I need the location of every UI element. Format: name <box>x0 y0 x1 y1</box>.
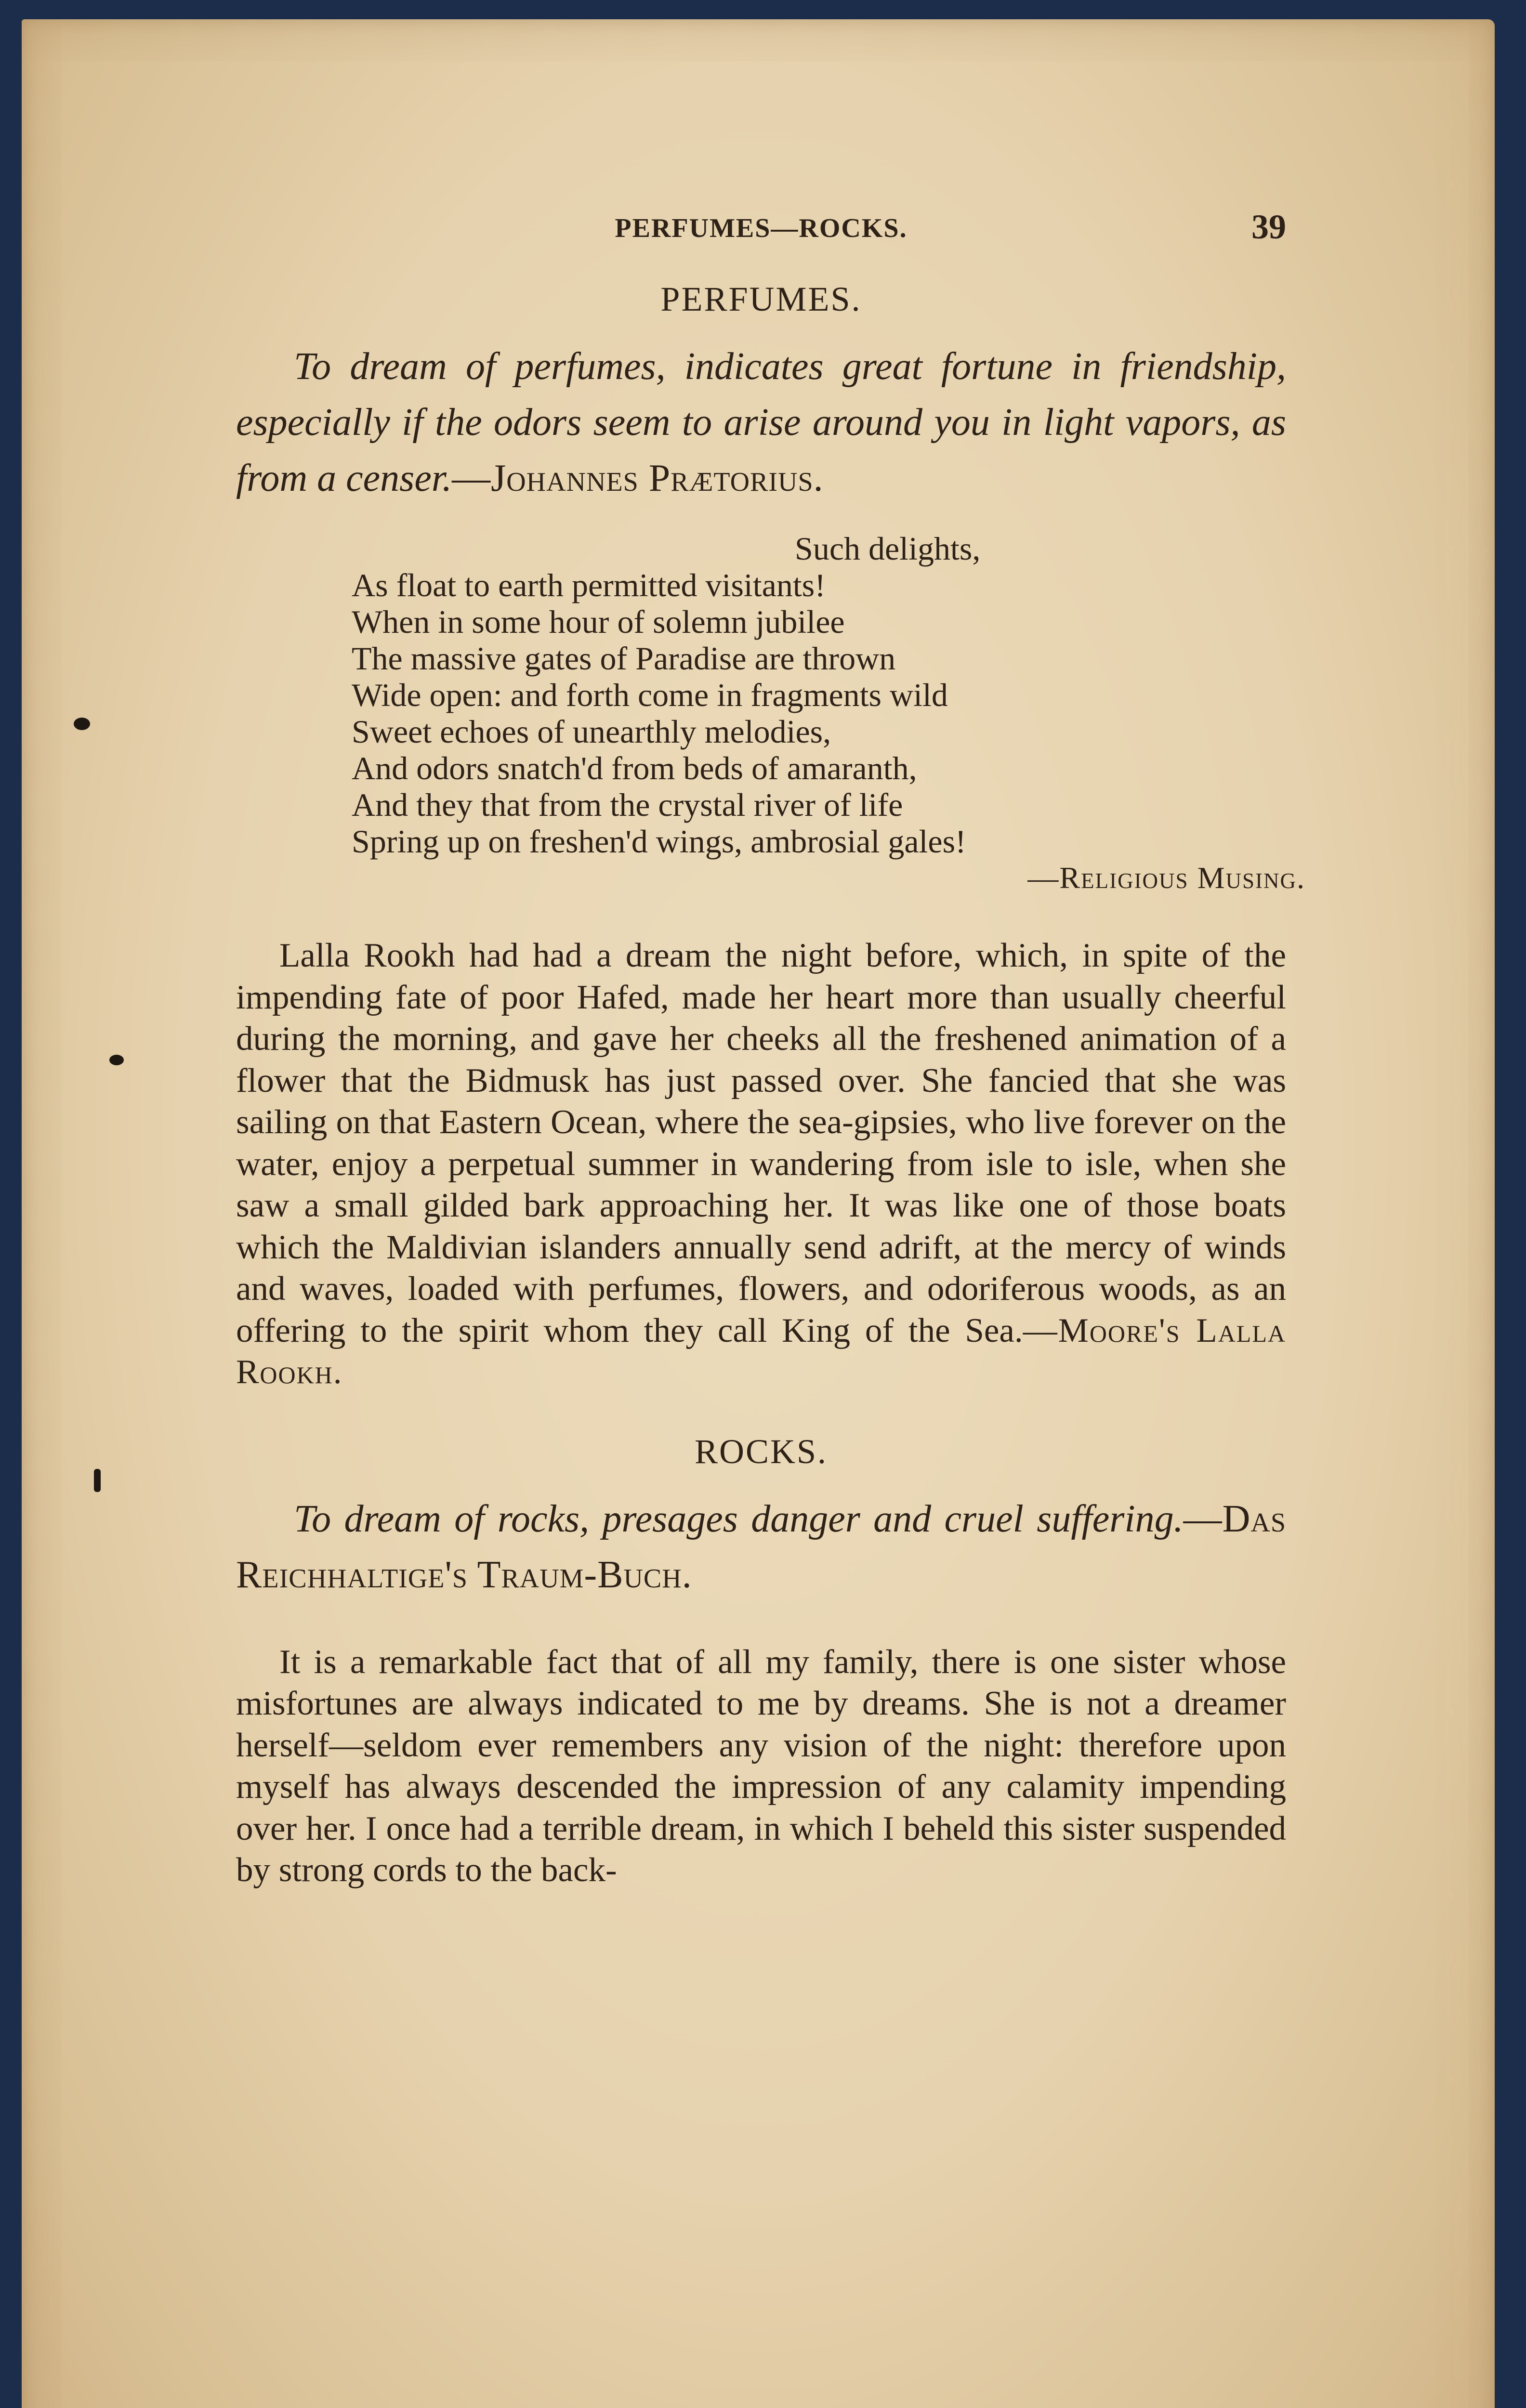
verse-line: When in some hour of solemn jubilee <box>352 603 845 640</box>
page-content <box>236 202 1305 1891</box>
verse-line: And they that from the crystal river of life <box>352 786 903 823</box>
rocks-paragraph: It is a remarkable fact that of all my family, there is one sister whose misfortunes are always indicated to me by dreams. She is not a dreamer herself—seldom ever remembers any vision of the night: therefore upon myself has always descended the impression of any calamity impending over her. I once had a terrible dream, in which I beheld this sister suspended by strong cords to the back- <box>236 1643 1286 1889</box>
rocks-epigraph <box>236 1491 1286 1603</box>
verse-line: The massive gates of Paradise are thrown <box>352 640 896 677</box>
verse-line: And odors snatch'd from beds of amaranth, <box>352 750 917 786</box>
rocks-epigraph-attribution: —Das Reichhaltige's Traum-Buch. <box>236 1497 1286 1596</box>
page-number: 39 <box>1251 208 1286 246</box>
perfumes-paragraph-attribution: —Moore's Lalla Rookh. <box>236 1311 1286 1391</box>
verse-line: Sweet echoes of unearthly melodies, <box>352 713 831 750</box>
ink-mark <box>94 1469 101 1492</box>
verse-line: Wide open: and forth come in fragments wild <box>352 677 948 713</box>
perfumes-paragraph-text: Lalla Rookh had had a dream the night before, which, in spite of the impending fate of poor Hafed, made her heart more than usually cheerful during the morning, and gave her cheeks all the freshened animation of a flower that the Bidmusk has just passed over. She fancied that she was sailing on that Eastern Ocean, where the sea-gipsies, who live forever on the water, enjoy a perpetual summer in wandering from isle to isle, when she saw a small gilded bark approaching her. It was like one of those boats which the Maldivian islanders annually send adrift, at the mercy of winds and waves, loaded with perfumes, flowers, and odoriferous woods, as an offering to the spirit whom they call King of the Sea. <box>236 937 1286 1349</box>
running-head <box>236 202 1286 250</box>
ink-mark <box>74 718 90 730</box>
verse-line: As float to earth permitted visitants! <box>352 567 826 603</box>
section-heading-rocks: ROCKS. <box>694 1432 828 1471</box>
perfumes-epigraph <box>236 339 1286 506</box>
verse-line: Such delights, <box>795 530 981 567</box>
ink-mark <box>109 1055 124 1065</box>
perfumes-paragraph <box>236 935 1286 1393</box>
verse-line: Spring up on freshen'd wings, ambrosial gales! <box>352 823 966 860</box>
verse-quote <box>352 530 1305 896</box>
perfumes-epigraph-text: To dream of perfumes, indicates great fortune in friendship, especially if the odors seem to arise around you in light vapors, as from a censer. <box>236 345 1286 499</box>
perfumes-epigraph-attribution: —Johannes Prætorius. <box>452 457 824 499</box>
verse-attribution: —Religious Musing. <box>1027 861 1305 895</box>
section-heading-perfumes: PERFUMES. <box>660 280 862 318</box>
rocks-epigraph-text: To dream of rocks, presages danger and cruel suffering. <box>294 1497 1184 1540</box>
running-title: PERFUMES—ROCKS. <box>615 213 908 243</box>
